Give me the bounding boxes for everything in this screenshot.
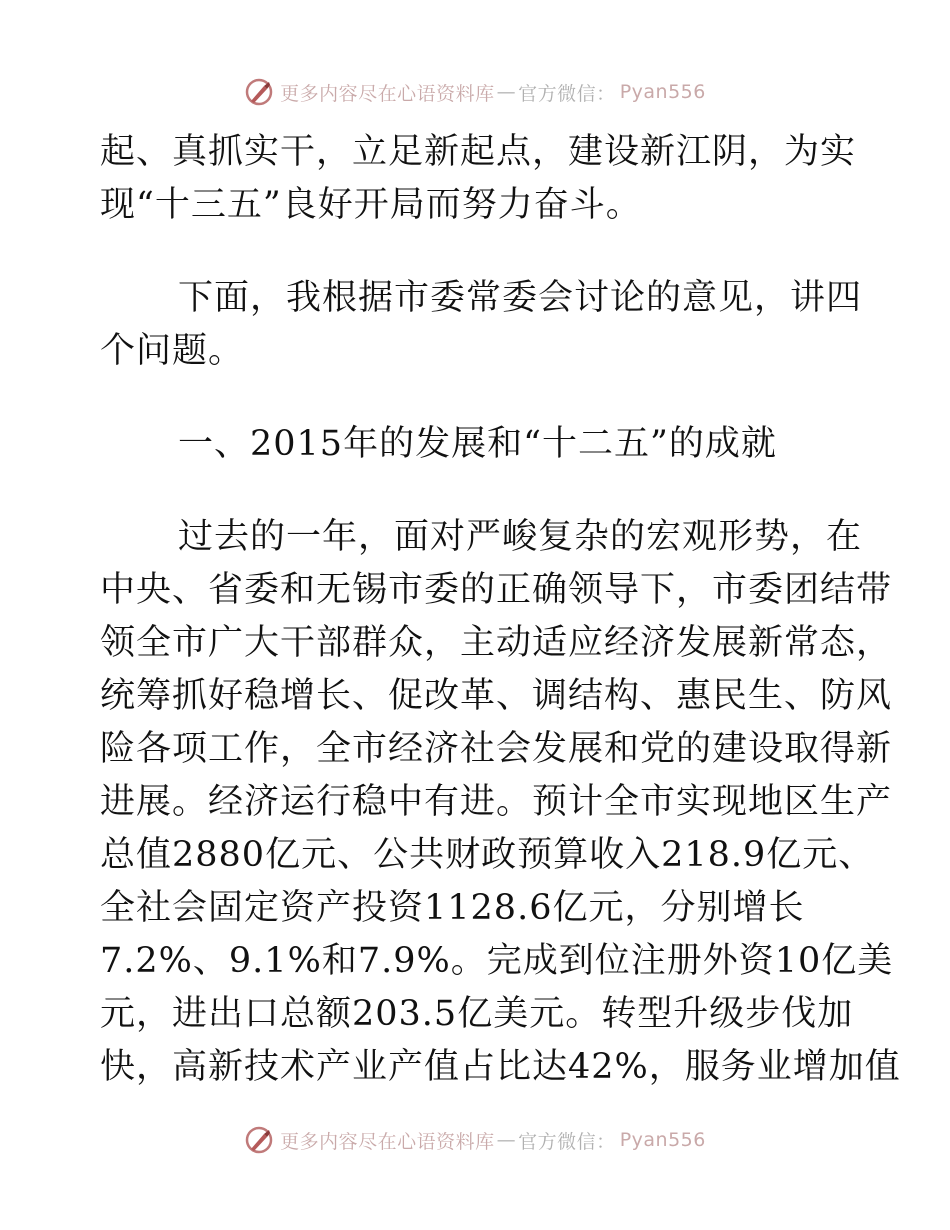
quill-pen-icon xyxy=(244,1125,274,1155)
text-line: 进展。经济运行稳中有进。预计全市实现地区生产 xyxy=(100,782,893,822)
text-line: 7.2%、9.1%和7.9%。完成到位注册外资10亿美 xyxy=(100,941,894,981)
paragraph-review xyxy=(100,511,901,1094)
watermark-site-text: 更多内容尽在心语资料库 xyxy=(280,82,495,105)
heading-line: 一、2015年的发展和“十二五”的成就 xyxy=(178,424,777,464)
text-line: 起、真抓实干，立足新起点，建设新江阴，为实 xyxy=(100,132,857,172)
text-line: 下面，我根据市委常委会讨论的意见，讲四 xyxy=(178,278,863,318)
text-line: 现“十三五”良好开局而努力奋斗。 xyxy=(100,185,642,225)
section-heading xyxy=(100,418,860,471)
text-line: 快，高新技术产业产值占比达42%，服务业增加值 xyxy=(100,1047,901,1087)
quill-pen-icon xyxy=(244,77,274,107)
watermark-wechat-id: Pyan556 xyxy=(619,81,706,103)
paragraph-intro xyxy=(100,272,863,378)
text-line: 险各项工作，全市经济社会发展和党的建设取得新 xyxy=(100,729,893,769)
watermark-wechat-id: Pyan556 xyxy=(619,1129,706,1151)
text-line: 过去的一年，面对严峻复杂的宏观形势，在 xyxy=(178,517,863,557)
watermark-separator: — xyxy=(496,81,517,103)
watermark-wechat-label: 官方微信： xyxy=(518,82,616,105)
watermark-wechat-label: 官方微信： xyxy=(518,1130,616,1153)
text-line: 元，进出口总额203.5亿美元。转型升级步伐加 xyxy=(100,994,854,1034)
text-line: 中央、省委和无锡市委的正确领导下，市委团结带 xyxy=(100,570,893,610)
document-body xyxy=(100,126,901,1094)
paragraph-closing xyxy=(100,126,860,232)
watermark-site-text: 更多内容尽在心语资料库 xyxy=(280,1130,495,1153)
text-line: 全社会固定资产投资1128.6亿元，分别增长 xyxy=(100,888,805,928)
text-line: 总值2880亿元、公共财政预算收入218.9亿元、 xyxy=(100,835,875,875)
text-line: 统筹抓好稳增长、促改革、调结构、惠民生、防风 xyxy=(100,676,893,716)
header-watermark xyxy=(0,72,950,112)
watermark-separator: — xyxy=(496,1129,517,1151)
footer-watermark xyxy=(0,1120,950,1160)
text-line: 领全市广大干部群众，主动适应经济发展新常态， xyxy=(100,623,893,663)
text-line: 个问题。 xyxy=(100,331,245,371)
